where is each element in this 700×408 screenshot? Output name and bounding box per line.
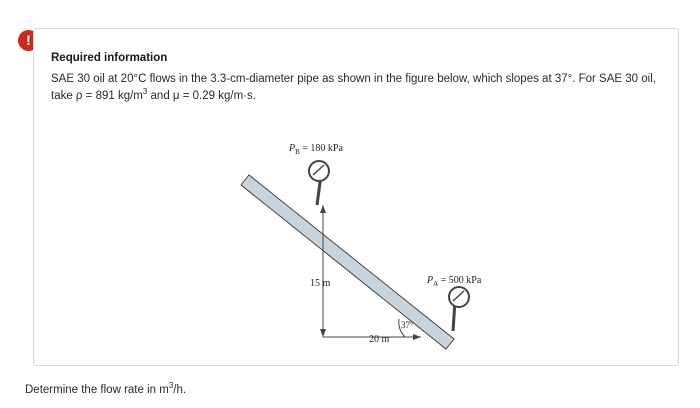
info-title: Required information — [51, 52, 168, 64]
info-line-1: SAE 30 oil at 20°C flows in the 3.3-cm-diameter pipe as shown in the figure below, which slopes at 37°. For SAE 30 oil, — [51, 73, 656, 85]
question-exponent: 3 — [168, 381, 174, 391]
angle-label: 37° — [401, 320, 414, 330]
viscosity-text: and μ = 0.29 kg/m·s. — [147, 90, 256, 102]
gauge-a-dial — [449, 287, 469, 307]
info-description — [51, 71, 661, 105]
height-label: 15 m — [310, 278, 331, 289]
pa-label: $P_A = 500$ kPa — [427, 275, 482, 288]
question-unit-tail: /h. — [173, 384, 187, 396]
density-text: take ρ = 891 kg/m — [51, 90, 143, 102]
question-main: Determine the flow rate in m — [25, 384, 169, 396]
question-text — [25, 381, 187, 396]
info-line-2 — [51, 88, 661, 105]
pb-label: $P_B = 180$ kPa — [289, 143, 343, 156]
required-information-card — [33, 28, 679, 366]
gauge-b-dial — [309, 161, 329, 181]
density-exponent: 3 — [142, 87, 148, 97]
sloped-pipe — [241, 175, 454, 349]
pipe-figure — [229, 133, 482, 345]
length-label: 20 m — [369, 334, 390, 345]
alert-icon: ! — [18, 30, 39, 51]
